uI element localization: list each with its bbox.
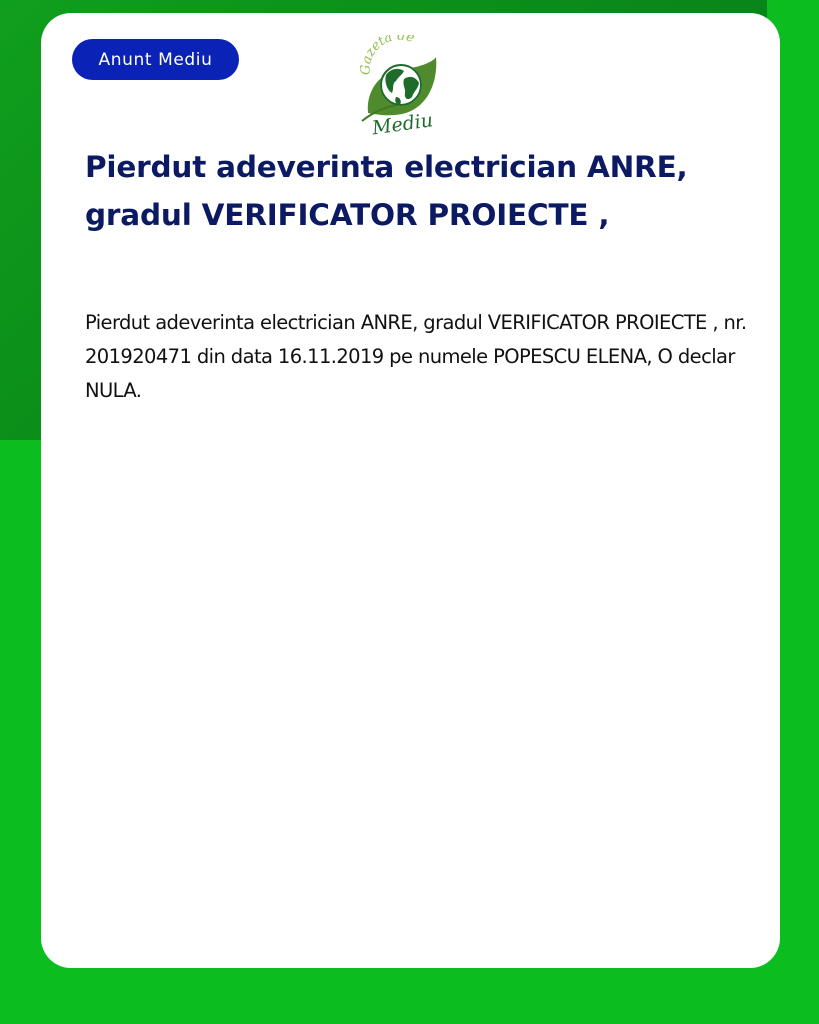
announcement-card — [41, 13, 780, 968]
gazeta-de-mediu-logo[interactable] — [358, 35, 442, 135]
announcement-title: Pierdut adeverinta electrician ANRE, gradul VERIFICATOR PROIECTE , — [85, 150, 688, 232]
svg-text:Gazeta de: Gazeta de — [358, 35, 417, 76]
announcement-body: Pierdut adeverinta electrician ANRE, gradul VERIFICATOR PROIECTE , nr. 201920471 din data 16.11.2019 pe numele POPESCU ELENA, O declar NULA. — [85, 311, 747, 402]
globe-leaf-icon — [358, 35, 442, 135]
category-badge[interactable] — [72, 39, 239, 80]
svg-text:Mediu: Mediu — [370, 109, 435, 135]
category-badge-label: Anunt Mediu — [98, 49, 213, 70]
